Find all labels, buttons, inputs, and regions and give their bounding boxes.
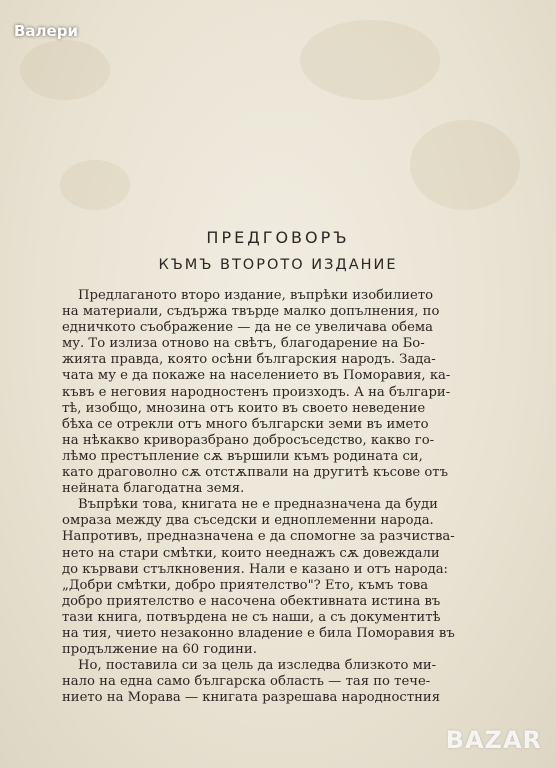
text-line: на тия, чието незаконно владение е била Поморавия въ	[62, 625, 455, 641]
text-line: Напротивъ, предназначена е да спомогне за разчиства-	[62, 529, 455, 545]
text-line: едничкото съображение — да не се увеличава обема	[62, 320, 434, 336]
text-line: нието на Морава — книгата разрешава народностния	[62, 690, 441, 706]
text-line: омраза между два съседски и едноплеменни народа.	[62, 513, 434, 529]
text-line: на нѣкакво криворазбрано добросъседство, какво го-	[62, 432, 435, 448]
text-line: Предлаганото второ издание, въпрѣки изобилието	[78, 288, 434, 303]
text-line: лѣмо престъпление сѫ вършили къмъ родината си,	[62, 448, 423, 464]
text-line: „Добри смѣтки, добро приятелство"? Ето, къмъ това	[62, 577, 429, 593]
text-line: жията правда, която осѣни българския народъ. Зада-	[62, 352, 436, 368]
paper-stain	[20, 40, 110, 100]
paper-stain	[410, 120, 520, 210]
text-line: добро приятелство е насочена обективната истина въ	[62, 593, 441, 609]
seller-name-overlay: Валери	[14, 22, 78, 40]
text-line: чата му е да покаже на населението въ Поморавия, ка-	[62, 368, 451, 384]
text-line: нето на стари смѣтки, които нееднажъ сѫ довеждали	[62, 545, 440, 561]
preface-body-text	[62, 288, 496, 706]
bazar-watermark-logo: BAZAR	[445, 726, 542, 754]
paper-stain	[60, 160, 130, 210]
paper-stain	[300, 20, 440, 100]
text-line: тази книга, потвърдена не съ наши, а съ документитѣ	[62, 609, 441, 625]
text-line: Но, поставила си за цель да изследва близкото ми-	[78, 658, 437, 674]
text-line: продължение на 60 години.	[62, 642, 257, 658]
text-line: бѣха се отрекли отъ много български земи въ името	[62, 416, 429, 432]
text-line: му. То излиза отново на свѣтъ, благодарение на Бо-	[62, 336, 425, 352]
text-line: тѣ, изобщо, мнозина отъ които въ своето неведение	[62, 400, 426, 416]
preface-subtitle: КЪМЪ ВТОРОТО ИЗДАНИЕ	[158, 257, 398, 273]
text-line: нейната благодатна земя.	[62, 481, 245, 497]
text-line: нало на една само българска область — тая по тече-	[62, 674, 431, 690]
text-line: на материали, съдържа твърде малко допълнения, по	[62, 304, 440, 320]
preface-title: ПРЕДГОВОРЪ	[206, 228, 350, 247]
text-line: до кървави стълкновения. Нали е казано и отъ народа:	[62, 561, 449, 577]
text-line: къвъ е неговия народностенъ произходъ. А на българи-	[62, 384, 451, 400]
text-line: като драговолно сѫ отстѫпвали на другитѣ късове отъ	[62, 465, 448, 481]
text-line: Въпрѣки това, книгата не е предназначена да буди	[78, 497, 438, 513]
